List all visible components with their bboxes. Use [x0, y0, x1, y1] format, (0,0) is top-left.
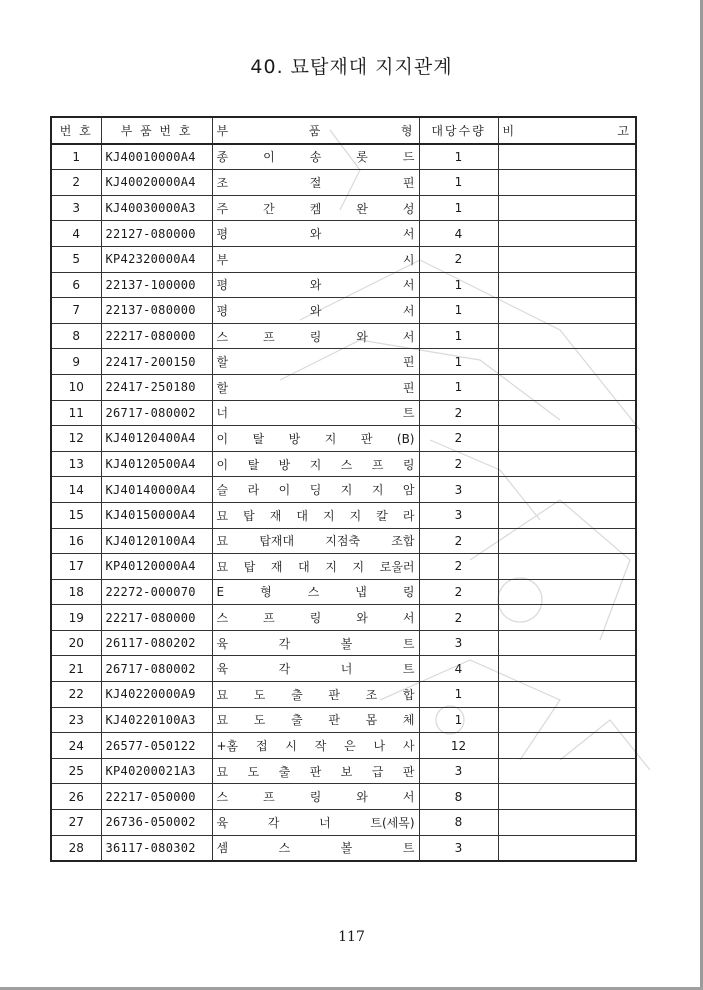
row-number-cell: 20	[51, 630, 101, 656]
part-code-cell: 22217-080000	[101, 323, 212, 349]
row-number-cell: 17	[51, 554, 101, 580]
part-name-cell: 묘 탑 재 대 지 지 로울러	[212, 554, 419, 580]
remarks-cell	[498, 426, 636, 452]
header-quantity: 대당수량	[419, 117, 498, 144]
quantity-cell: 3	[419, 630, 498, 656]
part-code-cell: KJ40120500A4	[101, 451, 212, 477]
part-code-cell: KJ40030000A3	[101, 195, 212, 221]
table-row	[51, 349, 636, 375]
quantity-cell: 2	[419, 554, 498, 580]
row-number-cell: 16	[51, 528, 101, 554]
quantity-cell: 2	[419, 426, 498, 452]
remarks-cell	[498, 810, 636, 836]
header-remarks: 비 고	[498, 117, 636, 144]
row-number-cell: 22	[51, 682, 101, 708]
part-code-cell: KJ40020000A4	[101, 170, 212, 196]
remarks-cell	[498, 272, 636, 298]
row-number-cell: 8	[51, 323, 101, 349]
remarks-cell	[498, 835, 636, 861]
part-code-cell: 22217-080000	[101, 605, 212, 631]
part-name-cell: 할 핀	[212, 374, 419, 400]
part-name-cell: 묘 도 출 판 보 급 판	[212, 758, 419, 784]
part-code-cell: 22137-100000	[101, 272, 212, 298]
table-row	[51, 477, 636, 503]
table-row	[51, 323, 636, 349]
part-code-cell: 22127-080000	[101, 221, 212, 247]
header-part-name: 부 품 형	[212, 117, 419, 144]
part-name-cell: E 형 스 냅 링	[212, 579, 419, 605]
table-row	[51, 272, 636, 298]
part-name-cell: 셈 스 볼 트	[212, 835, 419, 861]
row-number-cell: 7	[51, 298, 101, 324]
part-code-cell: 22417-250180	[101, 374, 212, 400]
remarks-cell	[498, 528, 636, 554]
remarks-cell	[498, 451, 636, 477]
row-number-cell: 13	[51, 451, 101, 477]
part-code-cell: KJ40140000A4	[101, 477, 212, 503]
quantity-cell: 12	[419, 733, 498, 759]
quantity-cell: 1	[419, 170, 498, 196]
remarks-cell	[498, 579, 636, 605]
table-row	[51, 630, 636, 656]
remarks-cell	[498, 400, 636, 426]
row-number-cell: 3	[51, 195, 101, 221]
table-row	[51, 758, 636, 784]
quantity-cell: 1	[419, 349, 498, 375]
quantity-cell: 1	[419, 272, 498, 298]
part-name-cell: 스 프 링 와 서	[212, 323, 419, 349]
row-number-cell: 2	[51, 170, 101, 196]
part-name-cell: 묘 도 출 판 조 합	[212, 682, 419, 708]
part-name-cell: 종 이 송 롯 드	[212, 144, 419, 170]
part-name-cell: 너 트	[212, 400, 419, 426]
part-name-cell: 평 와 서	[212, 298, 419, 324]
row-number-cell: 26	[51, 784, 101, 810]
table-row	[51, 605, 636, 631]
remarks-cell	[498, 502, 636, 528]
table-row	[51, 144, 636, 170]
part-name-cell: 육 각 너 트(세목)	[212, 810, 419, 836]
remarks-cell	[498, 170, 636, 196]
remarks-cell	[498, 323, 636, 349]
table-row	[51, 784, 636, 810]
row-number-cell: 27	[51, 810, 101, 836]
page-title: 40. 묘탑재대 지지관계	[250, 56, 453, 78]
part-code-cell: 22137-080000	[101, 298, 212, 324]
part-name-cell: 할 핀	[212, 349, 419, 375]
part-name-cell: 조 절 핀	[212, 170, 419, 196]
part-name-cell: 주 간 켐 완 성	[212, 195, 419, 221]
part-name-cell: 묘 도 출 판 몸 체	[212, 707, 419, 733]
part-name-cell: 부 시	[212, 246, 419, 272]
part-name-cell: 스 프 링 와 서	[212, 605, 419, 631]
part-code-cell: 26736-050002	[101, 810, 212, 836]
table-row	[51, 733, 636, 759]
part-code-cell: 22272-000070	[101, 579, 212, 605]
header-number: 번 호	[51, 117, 101, 144]
row-number-cell: 25	[51, 758, 101, 784]
row-number-cell: 23	[51, 707, 101, 733]
part-name-cell: +홈 접 시 작 은 나 사	[212, 733, 419, 759]
remarks-cell	[498, 707, 636, 733]
remarks-cell	[498, 349, 636, 375]
part-name-cell: 묘 탑 재 대 지 지 칼 라	[212, 502, 419, 528]
row-number-cell: 5	[51, 246, 101, 272]
part-name-cell: 육 각 너 트	[212, 656, 419, 682]
part-name-cell: 평 와 서	[212, 272, 419, 298]
parts-table	[50, 116, 637, 862]
remarks-cell	[498, 195, 636, 221]
remarks-cell	[498, 144, 636, 170]
remarks-cell	[498, 221, 636, 247]
part-code-cell: KJ40150000A4	[101, 502, 212, 528]
quantity-cell: 1	[419, 323, 498, 349]
table-row	[51, 221, 636, 247]
table-row	[51, 835, 636, 861]
row-number-cell: 19	[51, 605, 101, 631]
header-part-code: 부 품 번 호	[101, 117, 212, 144]
table-row	[51, 195, 636, 221]
quantity-cell: 1	[419, 144, 498, 170]
quantity-cell: 2	[419, 246, 498, 272]
part-name-cell: 이 탈 방 지 스 프 링	[212, 451, 419, 477]
part-code-cell: 22217-050000	[101, 784, 212, 810]
row-number-cell: 24	[51, 733, 101, 759]
remarks-cell	[498, 477, 636, 503]
quantity-cell: 2	[419, 528, 498, 554]
part-code-cell: KJ40120400A4	[101, 426, 212, 452]
part-code-cell: KP40120000A4	[101, 554, 212, 580]
table-row	[51, 810, 636, 836]
part-code-cell: KJ40220000A9	[101, 682, 212, 708]
row-number-cell: 11	[51, 400, 101, 426]
remarks-cell	[498, 784, 636, 810]
part-code-cell: KP42320000A4	[101, 246, 212, 272]
table-row	[51, 682, 636, 708]
table-row	[51, 298, 636, 324]
row-number-cell: 9	[51, 349, 101, 375]
table-row	[51, 554, 636, 580]
remarks-cell	[498, 605, 636, 631]
part-code-cell: 26577-050122	[101, 733, 212, 759]
quantity-cell: 3	[419, 835, 498, 861]
quantity-cell: 3	[419, 477, 498, 503]
row-number-cell: 15	[51, 502, 101, 528]
quantity-cell: 8	[419, 810, 498, 836]
part-name-cell: 슬 라 이 딩 지 지 암	[212, 477, 419, 503]
row-number-cell: 6	[51, 272, 101, 298]
part-name-cell: 묘 탑재대 지점축 조합	[212, 528, 419, 554]
part-name-cell: 육 각 볼 트	[212, 630, 419, 656]
part-code-cell: KJ40120100A4	[101, 528, 212, 554]
table-row	[51, 246, 636, 272]
quantity-cell: 1	[419, 707, 498, 733]
quantity-cell: 3	[419, 502, 498, 528]
parts-table-body	[51, 144, 636, 862]
quantity-cell: 2	[419, 605, 498, 631]
quantity-cell: 1	[419, 298, 498, 324]
remarks-cell	[498, 656, 636, 682]
row-number-cell: 28	[51, 835, 101, 861]
quantity-cell: 4	[419, 656, 498, 682]
part-code-cell: 26717-080002	[101, 656, 212, 682]
row-number-cell: 1	[51, 144, 101, 170]
table-row	[51, 170, 636, 196]
remarks-cell	[498, 246, 636, 272]
table-row	[51, 502, 636, 528]
remarks-cell	[498, 682, 636, 708]
remarks-cell	[498, 630, 636, 656]
remarks-cell	[498, 758, 636, 784]
quantity-cell: 3	[419, 758, 498, 784]
quantity-cell: 4	[419, 221, 498, 247]
row-number-cell: 18	[51, 579, 101, 605]
part-code-cell: KP40200021A3	[101, 758, 212, 784]
quantity-cell: 1	[419, 195, 498, 221]
remarks-cell	[498, 374, 636, 400]
part-code-cell: KJ40220100A3	[101, 707, 212, 733]
table-row	[51, 707, 636, 733]
table-row	[51, 400, 636, 426]
table-row	[51, 374, 636, 400]
part-name-cell: 평 와 서	[212, 221, 419, 247]
part-code-cell: KJ40010000A4	[101, 144, 212, 170]
quantity-cell: 8	[419, 784, 498, 810]
row-number-cell: 14	[51, 477, 101, 503]
row-number-cell: 12	[51, 426, 101, 452]
remarks-cell	[498, 298, 636, 324]
row-number-cell: 4	[51, 221, 101, 247]
part-code-cell: 26117-080202	[101, 630, 212, 656]
table-row	[51, 656, 636, 682]
row-number-cell: 21	[51, 656, 101, 682]
part-code-cell: 36117-080302	[101, 835, 212, 861]
part-code-cell: 22417-200150	[101, 349, 212, 375]
table-row	[51, 426, 636, 452]
table-row	[51, 528, 636, 554]
row-number-cell: 10	[51, 374, 101, 400]
page-number: 117	[338, 929, 365, 945]
part-name-cell: 스 프 링 와 서	[212, 784, 419, 810]
table-row	[51, 451, 636, 477]
remarks-cell	[498, 733, 636, 759]
quantity-cell: 1	[419, 682, 498, 708]
table-row	[51, 579, 636, 605]
quantity-cell: 2	[419, 451, 498, 477]
part-code-cell: 26717-080002	[101, 400, 212, 426]
part-name-cell: 이 탈 방 지 판 (B)	[212, 426, 419, 452]
quantity-cell: 2	[419, 400, 498, 426]
quantity-cell: 2	[419, 579, 498, 605]
remarks-cell	[498, 554, 636, 580]
quantity-cell: 1	[419, 374, 498, 400]
table-header-row	[51, 117, 636, 144]
